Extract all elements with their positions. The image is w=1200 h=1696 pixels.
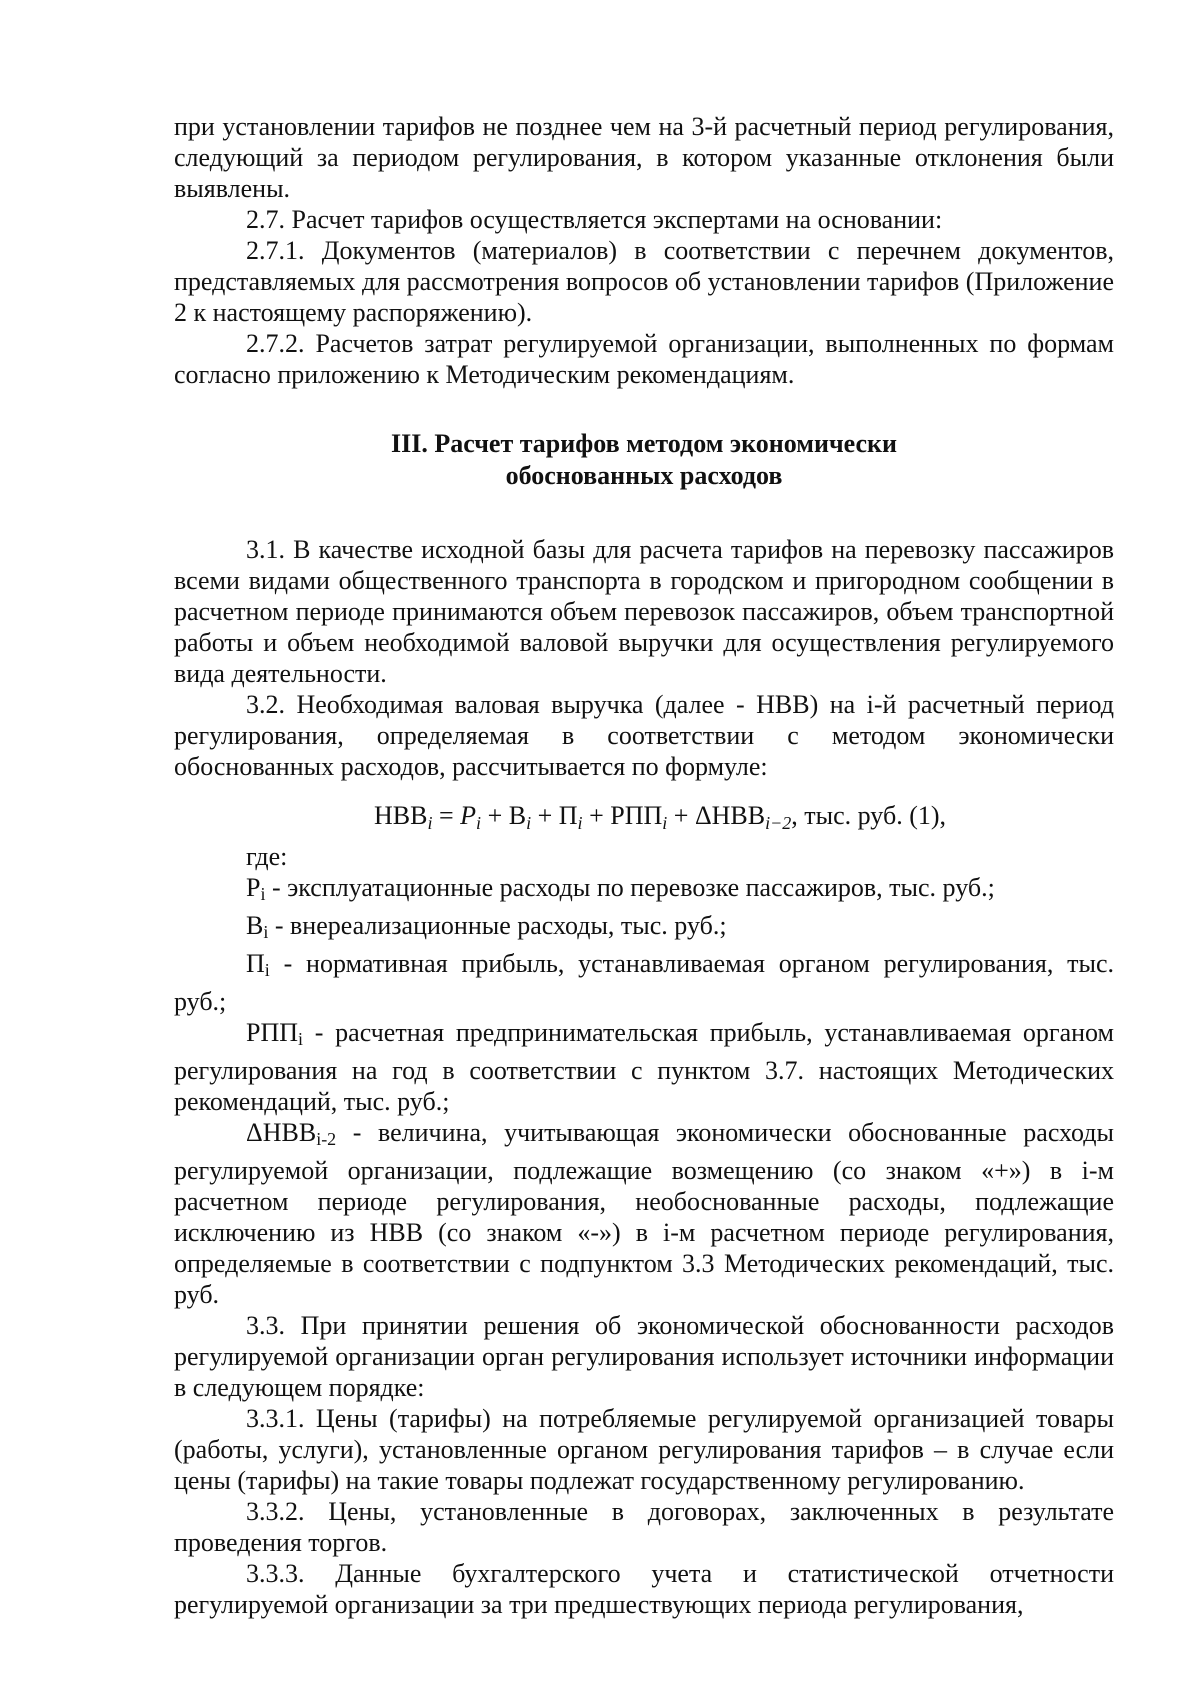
paragraph-continuation: при установлении тарифов не позднее чем на 3-й расчетный период регулирования, следующий за периодом регулирования, в котором указанные отклонения были выявлены. — [174, 112, 1114, 203]
definition-pi — [174, 948, 1114, 1017]
def-subscript: i — [260, 884, 266, 904]
formula-plus: + — [531, 801, 559, 830]
def-text: - расчетная предпринимательская прибыль, устанавливаемая органом регулирования на год в соответствии с пунктом 3.7. настоящих Методических рекомендаций, тыс. руб.; — [174, 1018, 1114, 1116]
paragraph-3-3-2: 3.3.2. Цены, установленные в договорах, заключенных в результате проведения торгов. — [174, 1497, 1114, 1557]
formula-term-rpp: РПП — [610, 801, 663, 830]
formula-term-p: P — [460, 801, 477, 830]
formula-term-dnvv: ΔНВВ — [694, 801, 766, 830]
paragraph-3-3: 3.3. При принятии решения об экономической обоснованности расходов регулируемой организации орган регулирования использует источники информации в следующем порядке: — [174, 1311, 1114, 1402]
def-subscript: i — [298, 1029, 304, 1049]
formula-eq: = — [432, 801, 461, 830]
formula-plus: + — [667, 801, 695, 830]
def-subscript: i — [264, 960, 270, 980]
definition-v — [174, 910, 1114, 948]
def-symbol: ΔНВВ — [246, 1118, 317, 1147]
def-subscript: i — [263, 922, 269, 942]
formula-plus: + — [481, 801, 509, 830]
where-label: где: — [246, 842, 288, 871]
definition-p — [174, 872, 1114, 910]
def-symbol: В — [246, 911, 264, 940]
def-symbol: P — [246, 873, 261, 902]
formula-term-v: В — [508, 801, 527, 830]
paragraph-2-7: 2.7. Расчет тарифов осуществляется экспертами на основании: — [246, 205, 943, 234]
formula-sub: i — [427, 813, 433, 833]
definition-dnvv — [174, 1117, 1114, 1310]
def-symbol: РПП — [246, 1018, 299, 1047]
section-heading-line-2: обоснованных расходов — [505, 461, 783, 490]
section-heading-line-1: III. Расчет тарифов методом экономически — [390, 429, 897, 458]
def-text: - эксплуатационные расходы по перевозке пассажиров, тыс. руб.; — [265, 873, 995, 902]
paragraph-3-3-1: 3.3.1. Цены (тарифы) на потребляемые регулируемой организацией товары (работы, услуги), установленные органом регулирования тарифов – в случае если цены (тарифы) на такие товары подлежат государственному регулированию. — [174, 1404, 1114, 1495]
formula-sub: i — [526, 813, 532, 833]
formula-nvv — [174, 800, 1114, 839]
def-text: - нормативная прибыль, устанавливаемая органом регулирования, тыс. руб.; — [174, 949, 1114, 1016]
formula-lhs: НВВ — [374, 801, 428, 830]
formula-sub: i — [476, 813, 482, 833]
formula-tail: , тыс. руб. (1), — [791, 801, 947, 830]
section-heading — [174, 428, 1114, 492]
def-subscript: i-2 — [316, 1129, 337, 1149]
paragraph-3-2: 3.2. Необходимая валовая выручка (далее - НВВ) на i-й расчетный период регулирования, определяемая в соответствии с методом экономически обоснованных расходов, рассчитывается по формуле: — [174, 690, 1114, 781]
paragraph-2-7-1: 2.7.1. Документов (материалов) в соответствии с перечнем документов, представляемых для рассмотрения вопросов об установлении тарифов (Приложение 2 к настоящему распоряжению). — [174, 236, 1114, 327]
formula-sub: i — [662, 813, 668, 833]
def-symbol: П — [246, 949, 265, 978]
formula-sub: i — [577, 813, 583, 833]
def-text: - внереализационные расходы, тыс. руб.; — [268, 911, 727, 940]
paragraph-2-7-2: 2.7.2. Расчетов затрат регулируемой организации, выполненных по формам согласно приложению к Методическим рекомендациям. — [174, 329, 1114, 389]
paragraph-3-3-3: 3.3.3. Данные бухгалтерского учета и статистической отчетности регулируемой организации за три предшествующих периода регулирования, — [174, 1559, 1114, 1619]
formula-sub-im2: i−2 — [765, 813, 792, 833]
def-text: - величина, учитывающая экономически обоснованные расходы регулируемой организации, подлежащие возмещению (со знаком «+») в i-м расчетном периоде регулирования, необоснованные расходы, подлежащие исключению из НВВ (со знаком «-») в i-м расчетном периоде регулирования, определяемые в соответствии с подпунктом 3.3 Методических рекомендаций, тыс. руб. — [174, 1118, 1114, 1309]
definition-rpp — [174, 1017, 1114, 1117]
paragraph-3-1: 3.1. В качестве исходной базы для расчета тарифов на перевозку пассажиров всеми видами общественного транспорта в городском и пригородном сообщении в расчетном периоде принимаются объем перевозок пассажиров, объем транспортной работы и объем необходимой валовой выручки для осуществления регулируемого вида деятельности. — [174, 535, 1114, 688]
formula-plus: + — [582, 801, 611, 830]
formula-term-pi: П — [558, 801, 578, 830]
